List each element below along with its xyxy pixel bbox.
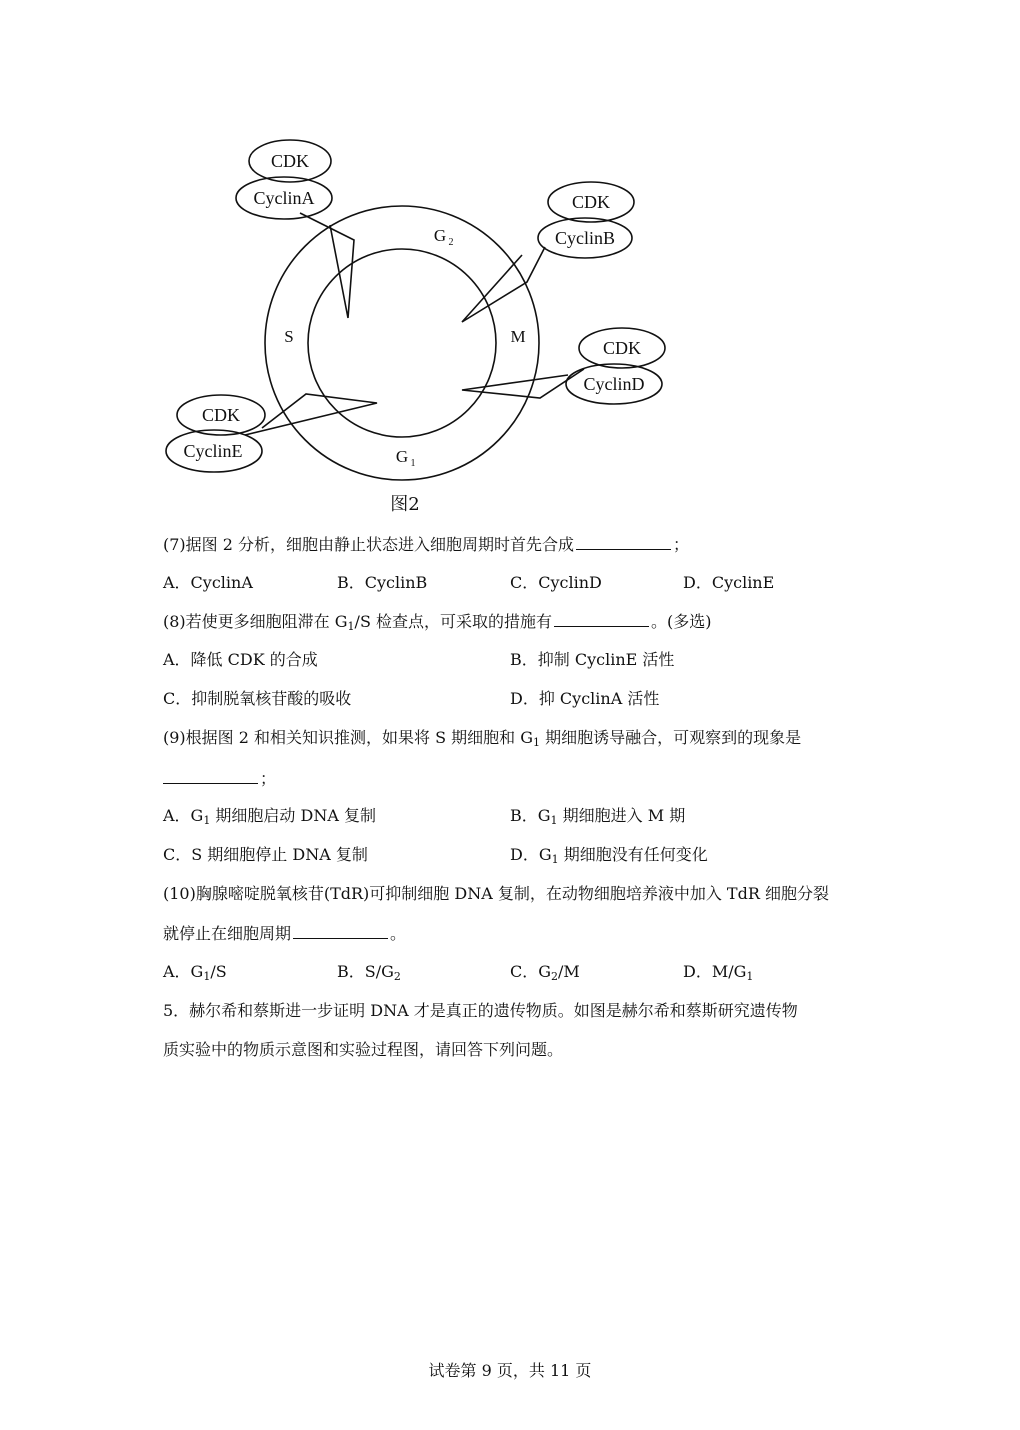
q9-option-b-post: 期细胞进入 M 期: [557, 806, 686, 825]
phase-g1-sub: 1: [410, 458, 416, 469]
cyclin-label-a: CyclinA: [253, 188, 315, 208]
q8-stem: [163, 610, 712, 633]
q9-option-a-post: 期细胞启动 DNA 复制: [210, 806, 376, 825]
q10-answer-blank[interactable]: [293, 922, 388, 939]
q8-option-c[interactable]: C．抑制脱氧核苷酸的吸收: [163, 689, 352, 708]
q7-option-c[interactable]: C．CyclinD: [510, 573, 602, 592]
q8-stem-text-2: /S 检查点，可采取的措施有: [354, 612, 552, 631]
q9-option-b[interactable]: [510, 805, 685, 827]
q10-option-a-sub: 1: [203, 970, 211, 983]
q10-stem-2: [163, 922, 406, 945]
cyclin-label-e: CyclinE: [183, 441, 243, 461]
q9-stem-text: (9)根据图 2 和相关知识推测，如果将 S 期细胞和 G: [163, 728, 534, 747]
q7-stem-text: (7)据图 2 分析，细胞由静止状态进入细胞周期时首先合成: [163, 535, 575, 554]
q10-stem: (10)胸腺嘧啶脱氧核苷(TdR)可抑制细胞 DNA 复制，在动物细胞培养液中加入 TdR 细胞分裂: [163, 884, 829, 903]
q9-stem-end: ；: [260, 769, 277, 788]
q8-answer-blank[interactable]: [554, 610, 649, 627]
q10-option-b[interactable]: [337, 961, 401, 983]
q9-stem: [163, 727, 801, 749]
cdk-label-a: CDK: [270, 151, 310, 171]
q10-option-d-sub: 1: [746, 970, 754, 983]
q7-stem: [163, 533, 689, 556]
cyclin-label-d: CyclinD: [583, 374, 645, 394]
q10-option-d-pre: D．M/G: [683, 962, 747, 981]
q10-option-c-sub: 2: [551, 970, 559, 983]
q10-option-c[interactable]: [510, 961, 580, 983]
q10-option-b-sub: 2: [393, 970, 401, 983]
page-footer: 试卷第 9 页，共 11 页: [428, 1361, 592, 1380]
q9-answer-blank[interactable]: [163, 767, 258, 784]
phase-g2-sub: 2: [448, 237, 454, 248]
q10-option-c-post: /M: [558, 962, 580, 981]
pointer-cyclinb: [462, 247, 545, 322]
q10-option-a-post: /S: [210, 962, 227, 981]
q9-option-b-pre: B．G: [510, 806, 551, 825]
q7-option-b[interactable]: B．CyclinB: [337, 573, 428, 592]
q8-stem-sub: 1: [347, 620, 355, 633]
q9-option-d[interactable]: [510, 844, 708, 866]
q8-stem-text: (8)若使更多细胞阻滞在 G: [163, 612, 348, 631]
cyclin-label-b: CyclinB: [554, 228, 616, 248]
q10-option-a-pre: A．G: [163, 962, 204, 981]
q10-stem-text: 就停止在细胞周期: [163, 924, 292, 943]
q7-answer-blank[interactable]: [576, 533, 671, 550]
q9-option-a-pre: A．G: [163, 806, 204, 825]
q9-option-b-sub: 1: [550, 814, 558, 827]
phase-s-label: S: [284, 327, 294, 346]
cdk-label-d: CDK: [602, 338, 642, 358]
q9-stem-text-2: 期细胞诱导融合，可观察到的现象是: [540, 728, 802, 747]
q7-option-a[interactable]: A．CyclinA: [163, 573, 253, 592]
q5-stem-line-1: 5．赫尔希和蔡斯进一步证明 DNA 才是真正的遗传物质。如图是赫尔希和蔡斯研究遗传物: [163, 1001, 798, 1020]
q8-stem-end: 。(多选): [651, 612, 712, 631]
phase-g1-label: G: [395, 447, 409, 466]
q8-option-d[interactable]: D．抑 CyclinA 活性: [510, 689, 660, 708]
cell-cycle-diagram: [0, 0, 1020, 530]
q5-stem-line-2: 质实验中的物质示意图和实验过程图，请回答下列问题。: [163, 1040, 564, 1059]
cdk-label-b: CDK: [571, 192, 611, 212]
q8-option-b[interactable]: B．抑制 CyclinE 活性: [510, 650, 675, 669]
cdk-label-e: CDK: [201, 405, 241, 425]
q7-option-d[interactable]: D．CyclinE: [683, 573, 775, 592]
q9-stem-sub: 1: [533, 736, 541, 749]
q9-option-a[interactable]: [163, 805, 376, 827]
q10-option-c-pre: C．G: [510, 962, 552, 981]
q9-option-c[interactable]: C．S 期细胞停止 DNA 复制: [163, 845, 368, 864]
q9-option-a-sub: 1: [203, 814, 211, 827]
q9-option-d-pre: D．G: [510, 845, 552, 864]
q8-option-a[interactable]: A．降低 CDK 的合成: [163, 650, 318, 669]
inner-ring: [308, 249, 496, 437]
q10-option-b-pre: B．S/G: [337, 962, 394, 981]
outer-ring: [265, 206, 539, 480]
phase-m-label: M: [510, 327, 526, 346]
figure-caption: 图2: [390, 494, 420, 515]
q9-answer-line: [163, 767, 276, 790]
q9-option-d-sub: 1: [551, 853, 559, 866]
q10-option-a[interactable]: [163, 961, 227, 983]
q9-option-d-post: 期细胞没有任何变化: [558, 845, 708, 864]
q10-option-d[interactable]: [683, 961, 753, 983]
q7-stem-end: ；: [673, 535, 690, 554]
q10-stem-end: 。: [390, 924, 407, 943]
phase-g2-label: G: [433, 226, 447, 245]
